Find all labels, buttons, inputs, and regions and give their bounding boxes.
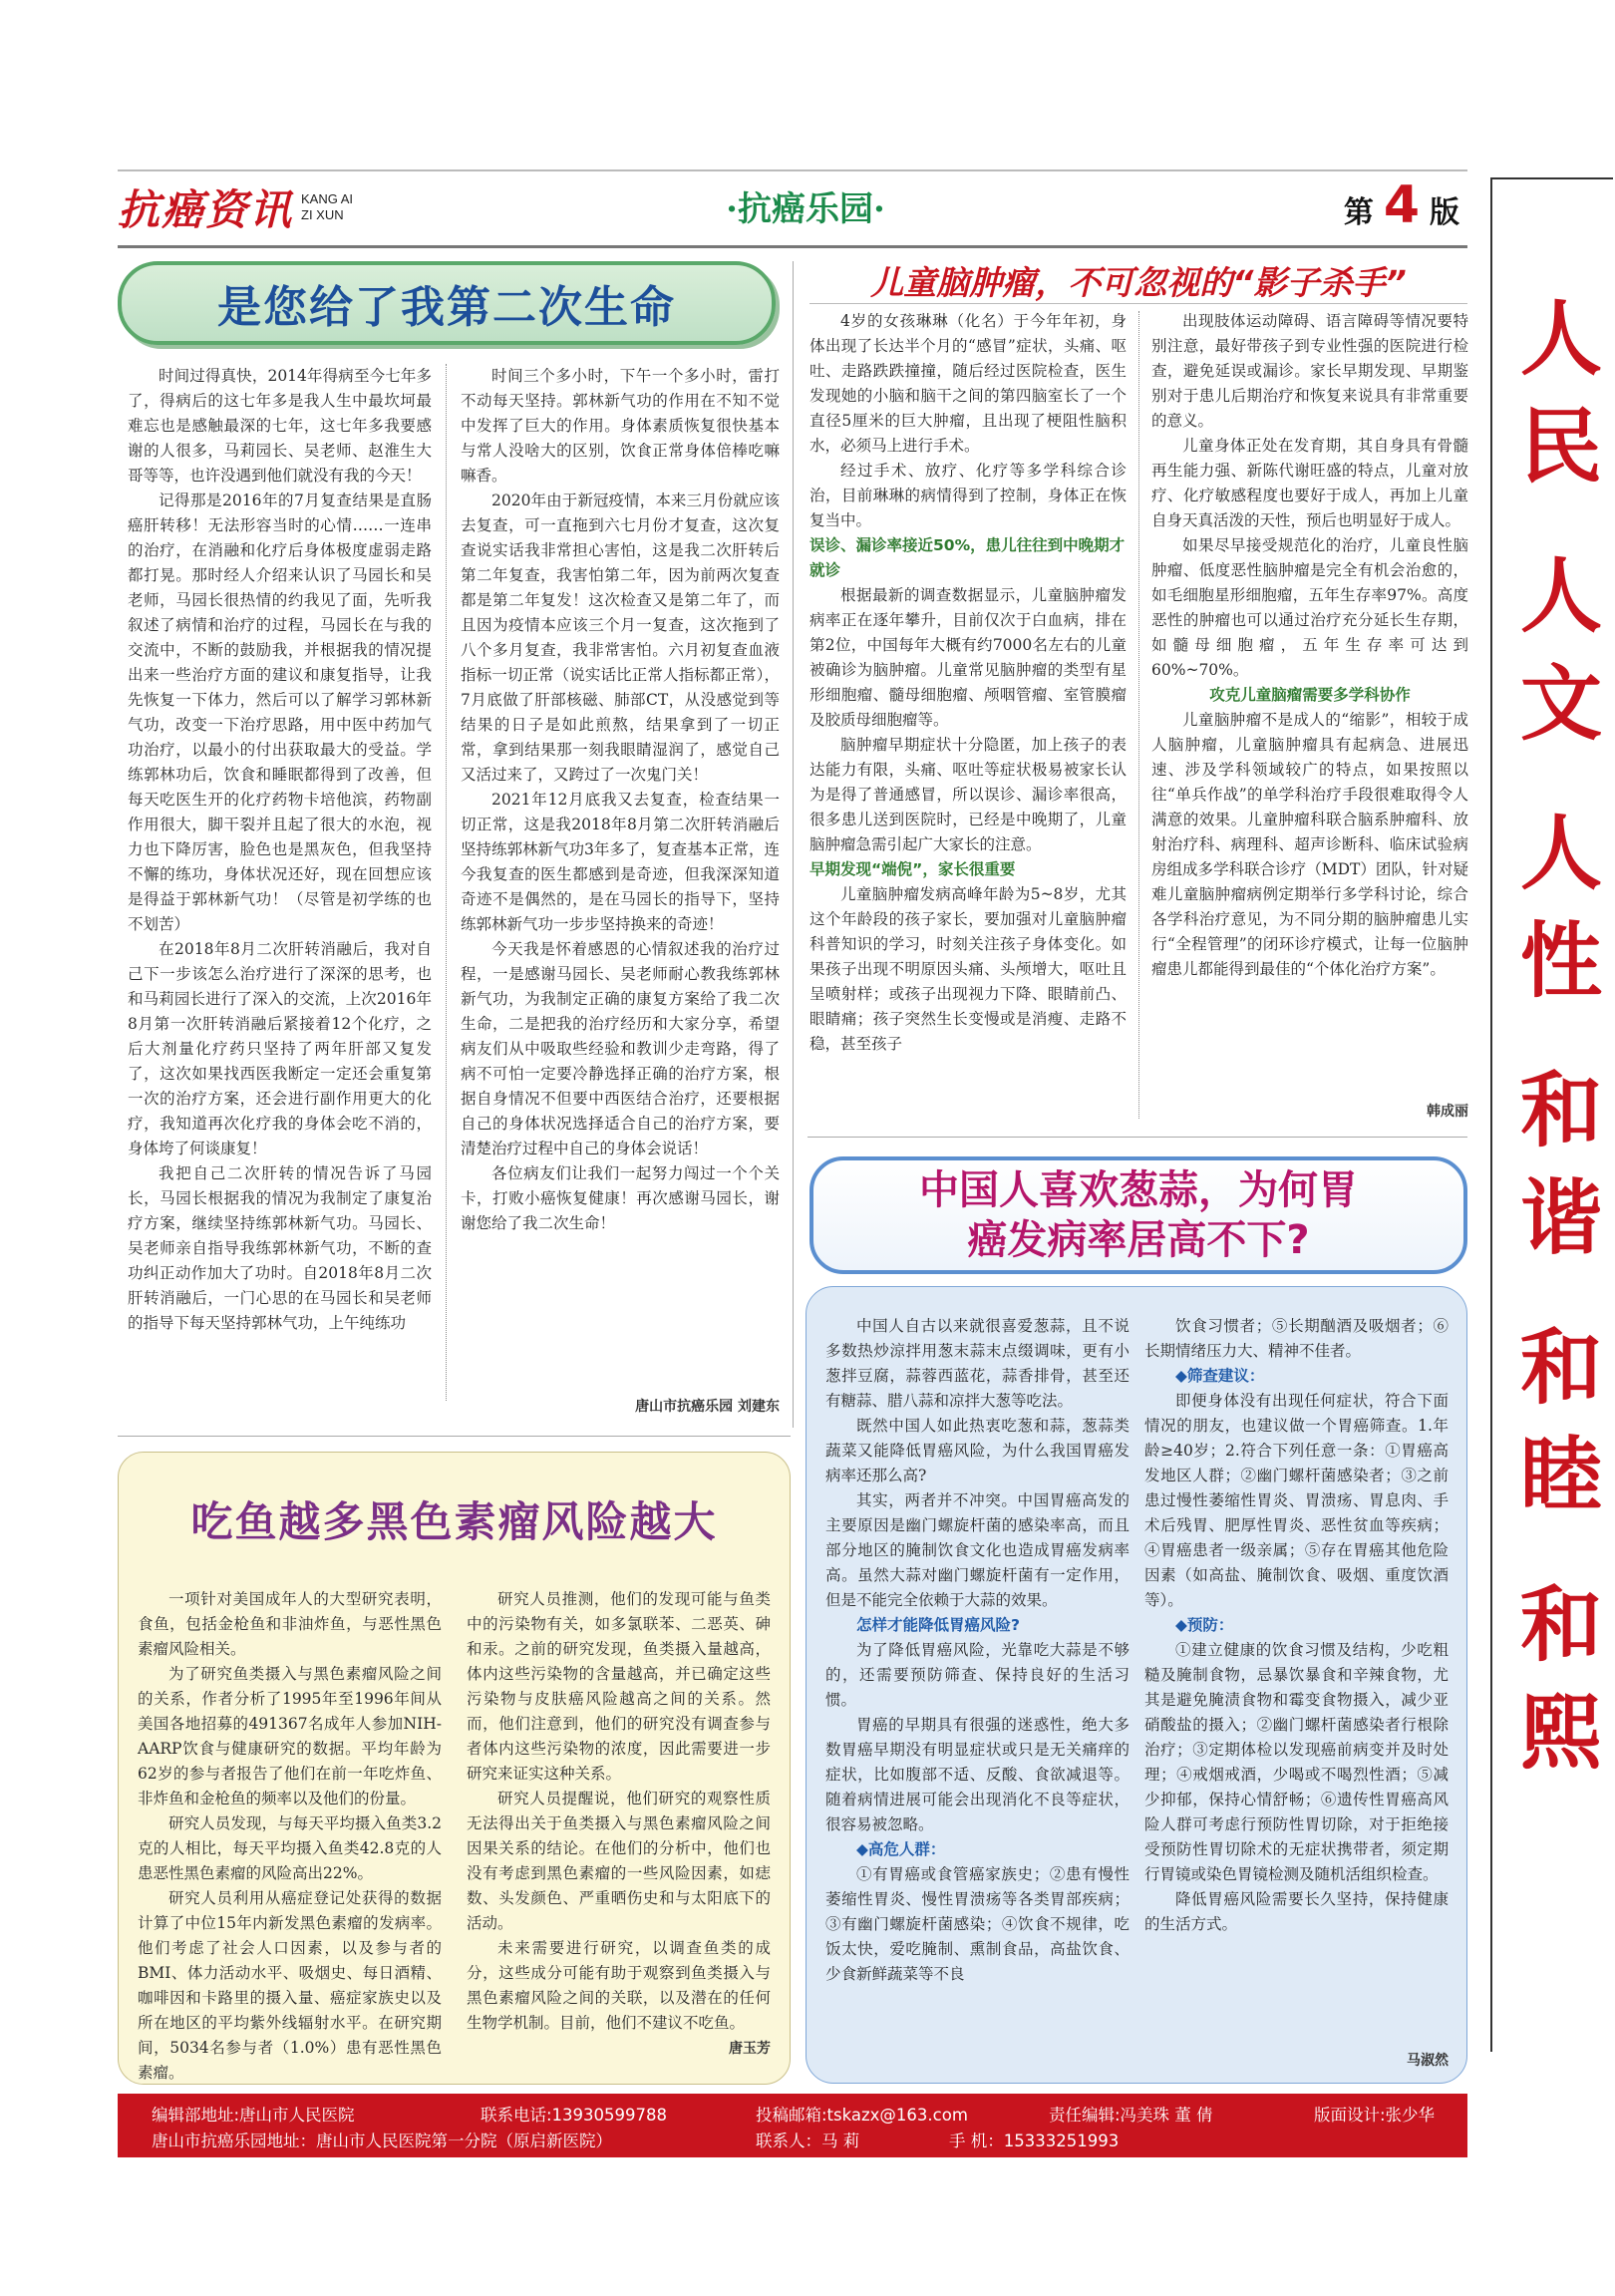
footer-mobile: 手 机：15333251993: [949, 2132, 1120, 2150]
paragraph: 我把自己二次肝转的情况告诉了马园长，马园长根据我的情况为我制定了康复治疗方案，继续坚持练郭林新气功。马园长、吴老师亲自指导我练郭林新气功，不断的查功纠正动作加大了功时。自2018年8月二次肝转消融后，一门心思的在马园长和吴老师的指导下每天坚持郭林气功，上午纯练功: [128, 1164, 432, 1332]
paragraph: 未来需要进行研究，以调查鱼类的成分，这些成分可能有助于观察到鱼类摄入与黑色素瘤风险之间的关联，以及潜在的任何生物学机制。目前，他们不建议不吃鱼。: [467, 1939, 771, 2032]
paragraph: 为了降低胃癌风险，光靠吃大蒜是不够的，还需要预防筛查、保持良好的生活习惯。: [825, 1641, 1130, 1709]
article1-col2: [461, 364, 780, 1411]
paragraph: 研究人员提醒说，他们研究的观察性质无法得出关于鱼类摄入与黑色素瘤风险之间因果关系的结论。在他们的分析中，他们也没有考虑到黑色素瘤的一些风险因素，如痣数、头发颜色、严重晒伤史和与太阳底下的活动。: [467, 1790, 771, 1932]
paragraph: 研究人员利用从癌症登记处获得的数据计算了中位15年内新发黑色素瘤的发病率。他们考虑了社会人口因素，以及参与者的BMI、体力活动水平、吸烟史、每日酒精、咖啡因和卡路里的摄入量、癌症家族史以及所在地区的平均紫外线辐射水平。在研究期间，5034名参与者（1.0%）患有恶性黑色素瘤。: [138, 1889, 442, 2082]
paragraph: 为了研究鱼类摄入与黑色素瘤风险之间的关系，作者分析了1995年至1996年间从美国各地招募的491367名成年人参加NIH-AARP饮食与健康研究的数据。平均年龄为62岁的参与者报告了他们在前一年吃炸鱼、非炸鱼和金枪鱼的频率以及他们的份量。: [138, 1665, 442, 1807]
banner-char: 和: [1520, 1578, 1603, 1673]
paragraph: 中国人自古以来就很喜爱葱蒜，且不说多数热炒涼拌用葱末蒜末点缀调味，更有小葱拌豆腐，蒜蓉西蓝花，蒜香排骨，甚至还有糖蒜、腊八蒜和凉拌大葱等吃法。: [825, 1317, 1130, 1410]
paragraph: 今天我是怀着感恩的心情叙述我的治疗过程，一是感谢马园长、吴老师耐心教我练郭林新气功，为我制定正确的康复方案给了我二次生命，二是把我的治疗经历和大家分享，希望病友们从中吸取些经验和教训少走弯路，得了病不可怕一定要冷静选择正确的治疗方案，根据自身情况不但要中西医结合治疗，还要根据自己的身体状况选择适合自己的治疗方案，要清楚治疗过程中自己的身体会说话！: [461, 940, 780, 1157]
subheading: 怎样才能降低胃癌风险?: [856, 1616, 1020, 1634]
logo-pinyin-1: KANG AI: [301, 191, 354, 206]
paragraph: 研究人员发现，与每天平均摄入鱼类3.2克的人相比，每天平均摄入鱼类42.8克的人患恶性黑色素瘤的风险高出22%。: [138, 1814, 442, 1882]
subheading: 误诊、漏诊率接近50%，患儿往往到中晚期才就诊: [809, 536, 1126, 579]
paragraph: 如果尽早接受规范化的治疗，儿童良性脑肿瘤、低度恶性脑肿瘤是完全有机会治愈的，如毛细胞星形细胞瘤，五年生存率97%。高度恶性的肿瘤也可以通过治疗充分延长生存期，如髓母细胞瘤，五年生存率可达到60%~70%。: [1151, 536, 1468, 679]
logo-pinyin-2: ZI XUN: [301, 207, 344, 222]
paragraph: ①有胃癌或食管癌家族史；②患有慢性萎缩性胃炎、慢性胃溃疡等各类胃部疾病；③有幽门螺旋杆菌感染；④饮食不规律，吃饭太快，爱吃腌制、熏制食品，高盐饮食、少食新鲜蔬菜等不良: [825, 1865, 1130, 1983]
paragraph: 饮食习惯者；⑤长期酗酒及吸烟者；⑥长期情绪压力大、精神不佳者。: [1144, 1317, 1449, 1360]
vertical-divider-top: [793, 261, 794, 1428]
article1-sign: 唐山市抗癌乐园 刘建东: [635, 1399, 780, 1415]
banner-char: 人: [1520, 807, 1603, 901]
article1-col-divider: [446, 364, 447, 1401]
article4-title-line2: 癌发病率居高不下?: [967, 1217, 1310, 1263]
banner-char: 谐: [1520, 1171, 1603, 1266]
paragraph: 儿童脑肿瘤发病高峰年龄为5~8岁，尤其这个年龄段的孩子家长，要加强对儿童脑肿瘤科普知识的学习，时刻关注孩子身体变化。如果孩子出现不明原因头痛、头颅增大，呕吐且呈喷射样；或孩子出现视力下降、眼睛前凸、眼睛痛；孩子突然生长变慢或是消瘦、走路不稳，甚至孩子: [809, 885, 1127, 1053]
footer-email: 投稿邮箱:tskazx@163.com: [756, 2106, 968, 2125]
article4-sign: 马淑然: [1407, 2053, 1449, 2069]
footer-editor-address: 编辑部地址:唐山市人民医院: [152, 2106, 355, 2125]
article1-title: 是您给了我第二次生命: [217, 282, 676, 333]
paragraph: 既然中国人如此热衷吃葱和蒜，葱蒜类蔬菜又能降低胃癌风险，为什么我国胃癌发病率还那么高?: [825, 1417, 1130, 1484]
footer: [118, 2094, 1467, 2157]
article3-title: 吃鱼越多黑色素瘤风险越大: [190, 1497, 718, 1546]
paragraph: 研究人员推测，他们的发现可能与鱼类中的污染物有关，如多氯联苯、二恶英、砷和汞。之前的研究发现，鱼类摄入量越高，体内这些污染物的含量越高，并已确定这些污染物与皮肤癌风险越高之间的关系。然而，他们注意到，他们的研究没有调查参与者体内这些污染物的浓度，因此需要进一步研究来证实这种关系。: [467, 1590, 771, 1783]
footer-row2: [152, 2128, 1448, 2151]
banner-char: 文: [1520, 657, 1603, 752]
footer-editors: 责任编辑:冯美珠 董 倩: [1049, 2106, 1213, 2125]
banner-char: 性: [1520, 914, 1603, 1009]
paragraph: 一项针对美国成年人的大型研究表明，食鱼，包括金枪鱼和非油炸鱼，与恶性黑色素瘤风险相关。: [138, 1590, 442, 1658]
subheading: ◆筛查建议：: [1175, 1367, 1265, 1385]
paragraph: 儿童身体正处在发育期，其自身具有骨髓再生能力强、新陈代谢旺盛的特点，儿童对放疗、化疗敏感程度也要好于成人，再加上儿童自身天真活泼的天性，预后也明显好于成人。: [1151, 437, 1468, 529]
paragraph: 2020年由于新冠疫情，本来三月份就应该去复查，可一直拖到六七月份才复查，这次复查说实话我非常担心害怕，这是我二次肝转后第二年复查，我害怕第二年，因为前两次复查都是第二年复发！这次检查又是第二年了，而且因为疫情本应该三个月一复查，这次拖到了八个多月复查，我非常害怕。六月初复查血液指标一切正常（说实话比正常人指标都正常），7月底做了肝部核磁、肺部CT，从没感觉到等结果的日子是如此煎熬，结果拿到了一切正常，拿到结果那一刻我眼睛湿润了，感觉自己又活过来了，又跨过了一次鬼门关！: [461, 492, 780, 784]
footer-phone: 联系电话:13930599788: [481, 2106, 668, 2125]
article4-title-line1: 中国人喜欢葱蒜，为何胃: [919, 1167, 1358, 1213]
article2-title: 儿童脑肿瘤，不可忽视的“影子杀手”: [870, 263, 1407, 302]
subheading: 攻克儿童脑瘤需要多学科协作: [1209, 686, 1411, 704]
article3-col1: [138, 1587, 442, 2082]
paragraph: 即便身体没有出现任何症状，符合下面情况的朋友，也建议做一个胃癌筛查。1.年龄≥40岁；2.符合下列任意一条：①胃癌高发地区人群；②幽门螺杆菌感染者；③之前患过慢性萎缩性胃炎、胃溃疡、胃息肉、手术后残胃、肥厚性胃炎、恶性贫血等疾病；④胃癌患者一级亲属；⑤存在胃癌其他危险因素（如高盐、腌制饮食、吸烟、重度饮酒等）。: [1144, 1392, 1449, 1609]
article2-col1: [809, 309, 1127, 1137]
article2-col2: [1151, 309, 1468, 1107]
footer-park-address: 唐山市抗癌乐园地址：唐山市人民医院第一分院（原启新医院）: [152, 2132, 612, 2150]
subheading: ◆高危人群：: [856, 1840, 946, 1858]
banner-char: 和: [1520, 1321, 1603, 1416]
article1-title-box: [118, 261, 776, 345]
footer-designer: 版面设计:张少华: [1314, 2106, 1436, 2125]
side-banner: [1490, 177, 1613, 2052]
masthead-top-rule: [118, 169, 1467, 171]
banner-char: 民: [1520, 400, 1603, 494]
article1-bottom-rule: [118, 1436, 791, 1437]
paragraph: 2021年12月底我又去复查，检查结果一切正常，这是我2018年8月第二次肝转消融后坚持练郭林新气功3年多了，复查基本正常，连今我复查的医生都感到是奇迹，但我深深知道奇迹不是偶然的，是在马园长的指导下，坚持练郭林新气功一步步坚持换来的奇迹！: [461, 791, 780, 933]
paragraph: 时间过得真快，2014年得病至今七年多了，得病后的这七年多是我人生中最坎坷最难忘也是感触最深的七年，这七年多我要感谢的人很多，马莉园长、吴老师、赵淮生大哥等等，也许没遇到他们就没有我的今天！: [128, 367, 432, 485]
paragraph: 其实，两者并不冲突。中国胃癌高发的主要原因是幽门螺旋杆菌的感染率高，而且部分地区的腌制饮食文化也造成胃癌发病率高。虽然大蒜对幽门螺旋杆菌有一定作用，但是不能完全依赖于大蒜的效果。: [825, 1491, 1130, 1609]
paragraph: 4岁的女孩琳琳（化名）于今年年初，身体出现了长达半个月的“感冒”症状，头痛、呕吐、走路跌跌撞撞，随后经过医院检查，医生发现她的小脑和脑干之间的第四脑室长了一个直径5厘米的巨大肿瘤，且出现了梗阻性脑积水，必须马上进行手术。: [809, 312, 1127, 455]
paragraph: 各位病友们让我们一起努力闯过一个个关卡，打败小癌恢复健康！再次感谢马园长，谢谢您给了我二次生命！: [461, 1164, 780, 1232]
paragraph: 经过手术、放疗、化疗等多学科综合诊治，目前琳琳的病情得到了控制，身体正在恢复当中。: [809, 462, 1127, 529]
paragraph: 根据最新的调查数据显示，儿童脑肿瘤发病率正在逐年攀升，目前仅次于白血病，排在第2位，中国每年大概有约7000名左右的儿童被确诊为脑肿瘤。儿童常见脑肿瘤的类型有星形细胞瘤、髓母细胞瘤、颅咽管瘤、室管膜瘤及胶质母细胞瘤等。: [809, 586, 1127, 729]
edition-number: 4: [1383, 175, 1420, 235]
banner-char: 和: [1520, 1064, 1603, 1158]
footer-row1: [152, 2102, 1448, 2126]
article2-col-divider: [1138, 311, 1139, 1119]
banner-char: 睦: [1520, 1429, 1603, 1523]
masthead: [118, 171, 1467, 243]
paragraph: 在2018年8月二次肝转消融后，我对自己下一步该怎么治疗进行了深深的思考，也和马莉园长进行了深入的交流，上次2016年8月第一次肝转消融后紧接着12个化疗，之后大剂量化疗药只坚持了两年肝部又复发了，这次如果找西医我断定一定还会重复第一次的治疗方案，还会进行副作用更大的化疗，我知道再次化疗我的身体会吃不消的，身体垮了何谈康复！: [128, 940, 432, 1157]
paragraph: 出现肢体运动障碍、语言障碍等情况要特别注意，最好带孩子到专业性强的医院进行检查，避免延误或漏诊。家长早期发现、早期鉴别对于患儿后期治疗和恢复来说具有非常重要的意义。: [1151, 312, 1468, 430]
subheading: ◆预防：: [1175, 1616, 1234, 1634]
article3-sign: 唐玉芳: [729, 2041, 771, 2057]
banner-char: 人: [1520, 549, 1603, 644]
logo-text: 抗癌资讯: [118, 185, 294, 234]
article2-title-rule: [809, 303, 1467, 304]
article1-col1: [128, 364, 432, 1411]
footer-contact: 联系人：马 莉: [756, 2132, 860, 2150]
article3-col2: [467, 1587, 771, 2032]
paragraph: 记得那是2016年的7月复查结果是直肠癌肝转移！无法形容当时的心情……一连串的治疗，在消融和化疗后身体极度虚弱走路都打晃。那时经人介绍来认识了马园长和吴老师，马园长很热情的约我见了面，先听我叙述了病情和治疗的过程，马园长在与我的交流中，不断的鼓励我，并根据我的情况提出来一些治疗方面的建议和康复指导，让我先恢复一下体力，然后可以了解学习郭林新气功，改变一下治疗思路，用中医中药加气功治疗，以最小的付出获取最大的受益。学练郭林功后，饮食和睡眠都得到了改善，但每天吃医生开的化疗药物卡培他滨，药物副作用很大，脚干裂并且起了很大的水泡，视力也下降厉害，脸色也是黑灰色，但我坚持不懈的练功，身体状况还好，现在回想应该是得益于郭林新气功！（尽管是初学练的也不划苦）: [128, 492, 432, 933]
section-title: ·抗癌乐园·: [726, 189, 885, 229]
paragraph: 时间三个多小时，下午一个多小时，雷打不动每天坚持。郭林新气功的作用在不知不觉中发挥了巨大的作用。身体素质恢复很快基本与常人没啥大的区别，饮食正常身体倍棒吃嘛嘛香。: [461, 367, 780, 485]
paragraph: 胃癌的早期具有很强的迷惑性，绝大多数胃癌早期没有明显症状或只是无关痛痒的症状，比如腹部不适、反酸、食欲减退等。随着病情进展可能会出现消化不良等症状，很容易被忽略。: [825, 1716, 1130, 1833]
edition-label: 第 4 版: [1343, 175, 1459, 235]
article2-sign: 韩成丽: [1427, 1104, 1468, 1120]
paragraph: 降低胃癌风险需要长久坚持，保持健康的生活方式。: [1144, 1890, 1449, 1933]
article4-title-box: [809, 1156, 1467, 1274]
article4-col1: [825, 1314, 1130, 2072]
masthead-bottom-rule: [118, 245, 1467, 248]
paragraph: 脑肿瘤早期症状十分隐匿，加上孩子的表达能力有限，头痛、呕吐等症状极易被家长认为是得了普通感冒，所以误诊、漏诊率很高，很多患儿送到医院时，已经是中晚期了，儿童脑肿瘤急需引起广大家长的注意。: [809, 736, 1127, 853]
banner-char: 熙: [1520, 1686, 1603, 1781]
logo: [118, 179, 353, 235]
article4-col2: [1144, 1314, 1449, 2042]
paragraph: 儿童脑肿瘤不是成人的“缩影”，相较于成人脑肿瘤，儿童脑肿瘤具有起病急、进展迅速、涉及学科领域较广的特点，如果按照以往“单兵作战”的单学科治疗手段很难取得令人满意的效果。儿童肿瘤科联合脑系肿瘤科、放射治疗科、病理科、超声诊断科、临床试验病房组成多学科联合诊疗（MDT）团队，针对疑难儿童脑肿瘤病例定期举行多学科讨论，综合各学科治疗意见，为不同分期的脑肿瘤患儿实行“全程管理”的闭环诊疗模式，让每一位脑肿瘤患儿都能得到最佳的“个体化治疗方案”。: [1151, 711, 1468, 978]
subheading: 早期发现“端倪”，家长很重要: [809, 860, 1016, 878]
paragraph: ①建立健康的饮食习惯及结构，少吃粗糙及腌制食物，忌暴饮暴食和辛辣食物，尤其是避免腌渍食物和霉变食物摄入，减少亚硝酸盐的摄入；②幽门螺杆菌感染者行根除治疗；③定期体检以发现癌前病变并及时处理；④戒烟戒酒，少喝或不喝烈性酒；⑤减少抑郁，保持心情舒畅；⑥遗传性胃癌高风险人群可考虑行预防性胃切除，对于拒绝接受预防性胃切除术的无症状携带者，须定期行胃镜或染色胃镜检测及随机活组织检查。: [1144, 1641, 1449, 1883]
article2-bottom-rule: [808, 1137, 1467, 1138]
banner-char: 人: [1520, 292, 1603, 387]
